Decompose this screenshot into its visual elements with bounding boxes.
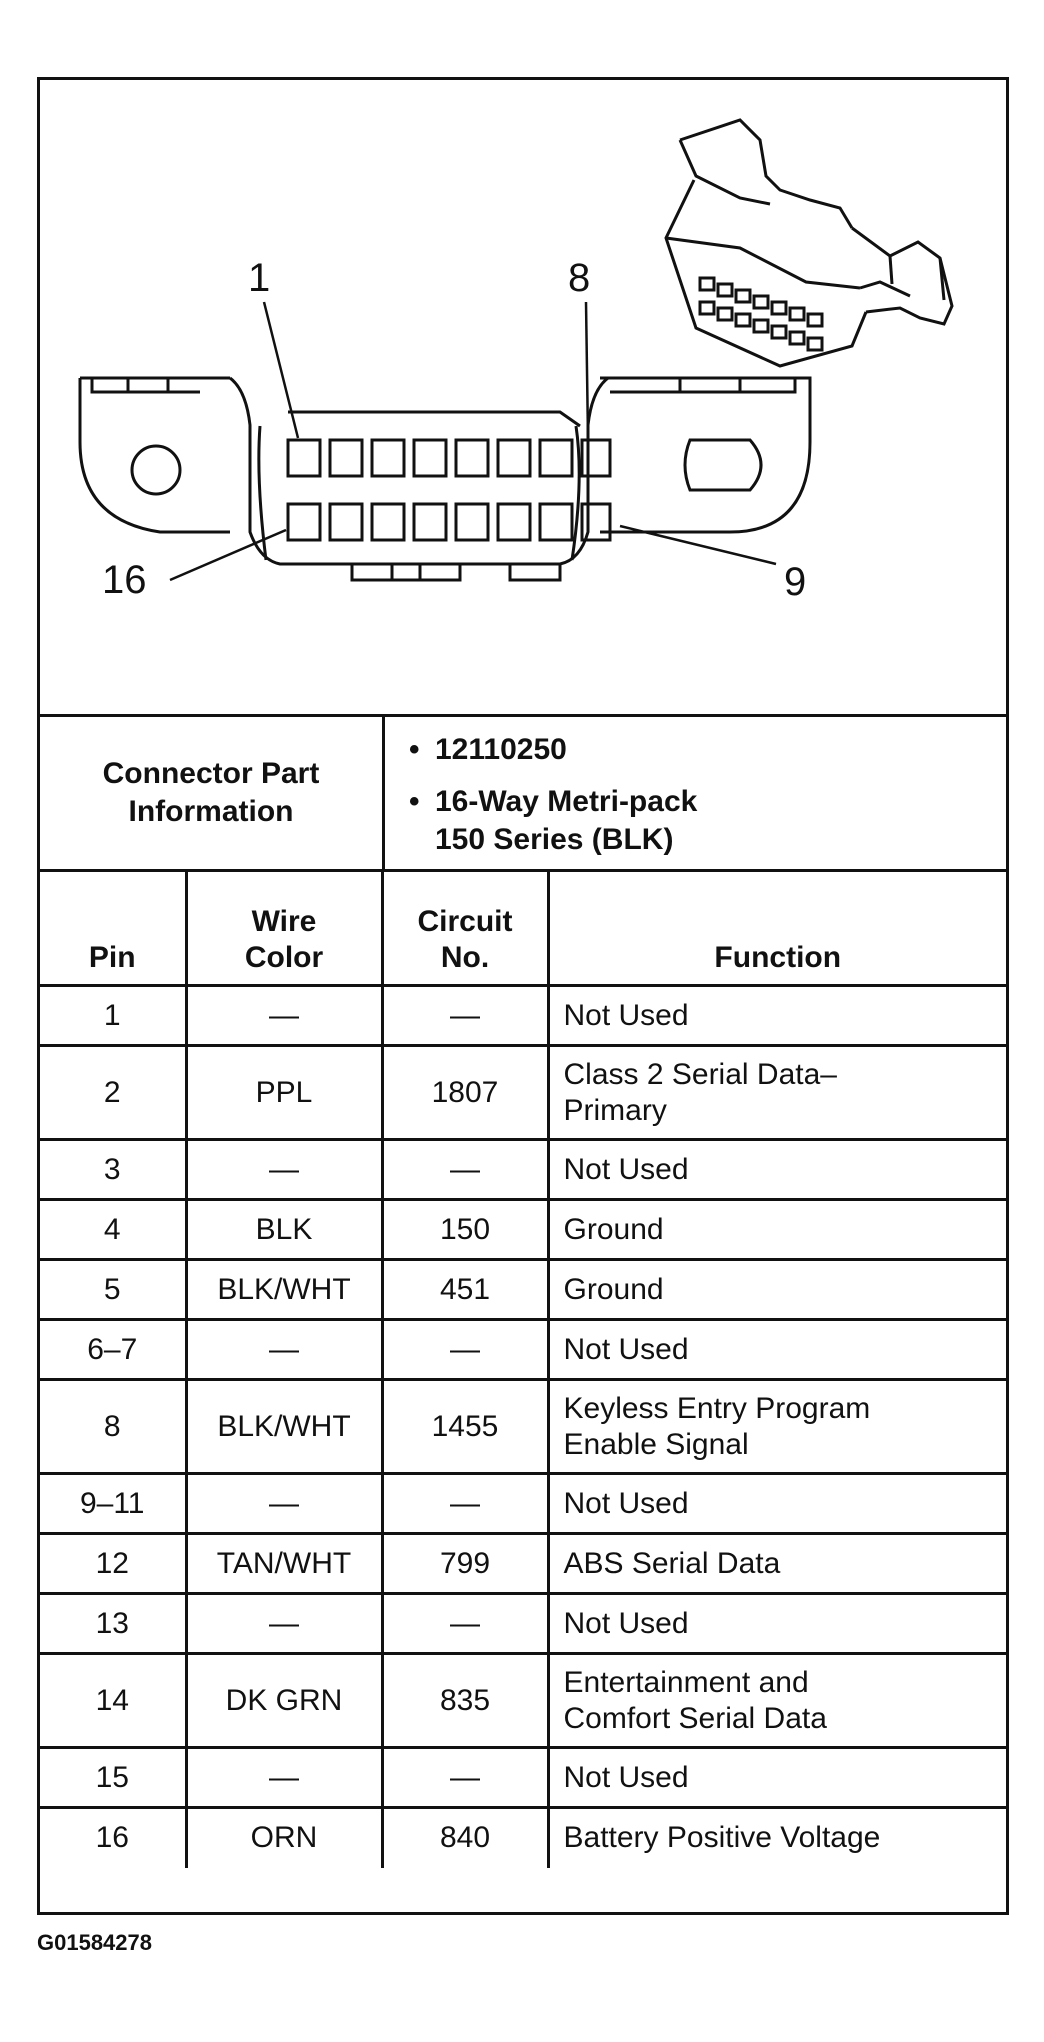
function-line2: Primary <box>563 1093 667 1127</box>
table-row <box>40 1380 1006 1474</box>
function-line1: Ground <box>563 1272 664 1306</box>
cell-pin: 12 <box>40 1534 186 1594</box>
part-number: 12110250 <box>435 733 567 766</box>
cell-function <box>548 1046 1006 1140</box>
cell-function <box>548 1748 1006 1808</box>
table-row <box>40 1474 1006 1534</box>
header-wire-color: Wire Color <box>186 872 382 986</box>
function-line1: Ground <box>563 1212 664 1246</box>
table-row <box>40 1594 1006 1654</box>
cell-function <box>548 986 1006 1046</box>
cell-wire-color: BLK <box>186 1200 382 1260</box>
function-line1: Not Used <box>563 1332 689 1366</box>
cell-circuit-no: 835 <box>382 1654 548 1748</box>
function-line1: ABS Serial Data <box>563 1546 781 1580</box>
connector-info-label-line2: Information <box>128 795 294 828</box>
callout-pin-1: 1 <box>248 256 271 300</box>
cell-circuit-no: — <box>382 1748 548 1808</box>
bullet-icon: • <box>409 733 420 766</box>
figure-id: G01584278 <box>37 1930 152 1955</box>
function-line1: Not Used <box>563 1152 689 1186</box>
function-line1: Not Used <box>563 998 689 1032</box>
bullet-icon: • <box>409 785 420 818</box>
function-line1: Not Used <box>563 1486 689 1520</box>
connector-drawing <box>40 80 1006 714</box>
cell-circuit-no: 451 <box>382 1260 548 1320</box>
cell-circuit-no: — <box>382 1140 548 1200</box>
connector-description-item <box>409 783 697 859</box>
cell-pin: 14 <box>40 1654 186 1748</box>
table-row <box>40 1140 1006 1200</box>
function-line1: Class 2 Serial Data– <box>563 1057 837 1091</box>
cell-pin: 6–7 <box>40 1320 186 1380</box>
header-pin: Pin <box>40 872 186 986</box>
callout-pin-9: 9 <box>784 560 807 604</box>
function-line2: Enable Signal <box>563 1427 749 1461</box>
cell-function <box>548 1200 1006 1260</box>
function-line1: Keyless Entry Program <box>563 1391 871 1425</box>
function-line1: Entertainment and <box>563 1665 809 1699</box>
cell-function <box>548 1260 1006 1320</box>
function-line1: Not Used <box>563 1760 689 1794</box>
cell-wire-color: — <box>186 986 382 1046</box>
cell-function <box>548 1380 1006 1474</box>
cell-function <box>548 1534 1006 1594</box>
cell-wire-color: — <box>186 1474 382 1534</box>
cell-function <box>548 1654 1006 1748</box>
cell-pin: 4 <box>40 1200 186 1260</box>
table-row <box>40 1260 1006 1320</box>
function-line1: Not Used <box>563 1606 689 1640</box>
cell-circuit-no: — <box>382 986 548 1046</box>
cell-circuit-no: — <box>382 1594 548 1654</box>
table-row <box>40 1200 1006 1260</box>
table-row <box>40 1654 1006 1748</box>
pinout-table <box>40 872 1006 1868</box>
cell-wire-color: BLK/WHT <box>186 1380 382 1474</box>
cell-pin: 16 <box>40 1808 186 1868</box>
callout-pin-8: 8 <box>568 256 591 300</box>
cell-circuit-no: 150 <box>382 1200 548 1260</box>
cell-function <box>548 1594 1006 1654</box>
table-row <box>40 1808 1006 1868</box>
function-line1: Battery Positive Voltage <box>563 1821 881 1855</box>
cell-circuit-no: — <box>382 1320 548 1380</box>
function-line2: Comfort Serial Data <box>563 1701 827 1735</box>
cell-wire-color: DK GRN <box>186 1654 382 1748</box>
cell-function <box>548 1808 1006 1868</box>
connector-info-label-line1: Connector Part <box>102 757 320 790</box>
cell-circuit-no: 1807 <box>382 1046 548 1140</box>
connector-info-label <box>40 717 385 869</box>
connector-info-values <box>385 717 1006 869</box>
table-row <box>40 1320 1006 1380</box>
cell-wire-color: — <box>186 1748 382 1808</box>
cell-wire-color: BLK/WHT <box>186 1260 382 1320</box>
connector-diagram <box>40 80 1006 717</box>
table-row <box>40 1748 1006 1808</box>
cell-pin: 9–11 <box>40 1474 186 1534</box>
header-function: Function <box>548 872 1006 986</box>
header-circuit-no: Circuit No. <box>382 872 548 986</box>
cell-wire-color: TAN/WHT <box>186 1534 382 1594</box>
pinout-rows <box>40 986 1006 1868</box>
callout-pin-16: 16 <box>102 558 147 602</box>
cell-pin: 3 <box>40 1140 186 1200</box>
cell-function <box>548 1140 1006 1200</box>
cell-function <box>548 1474 1006 1534</box>
cell-circuit-no: 1455 <box>382 1380 548 1474</box>
table-header-row <box>40 872 1006 986</box>
cell-pin: 13 <box>40 1594 186 1654</box>
cell-circuit-no: 840 <box>382 1808 548 1868</box>
connector-description-line2: 150 Series (BLK) <box>435 823 674 856</box>
cell-wire-color: PPL <box>186 1046 382 1140</box>
cell-wire-color: — <box>186 1320 382 1380</box>
cell-circuit-no: — <box>382 1474 548 1534</box>
cell-wire-color: — <box>186 1140 382 1200</box>
cell-pin: 5 <box>40 1260 186 1320</box>
part-number-item <box>409 731 567 769</box>
cell-wire-color: — <box>186 1594 382 1654</box>
cell-function <box>548 1320 1006 1380</box>
cell-pin: 2 <box>40 1046 186 1140</box>
table-row <box>40 986 1006 1046</box>
connector-sheet <box>37 77 1009 1915</box>
cell-pin: 1 <box>40 986 186 1046</box>
cell-wire-color: ORN <box>186 1808 382 1868</box>
cell-pin: 8 <box>40 1380 186 1474</box>
connector-part-info <box>40 717 1006 872</box>
table-row <box>40 1046 1006 1140</box>
table-row <box>40 1534 1006 1594</box>
cell-circuit-no: 799 <box>382 1534 548 1594</box>
cell-pin: 15 <box>40 1748 186 1808</box>
connector-description-line1: 16-Way Metri-pack <box>435 785 698 818</box>
